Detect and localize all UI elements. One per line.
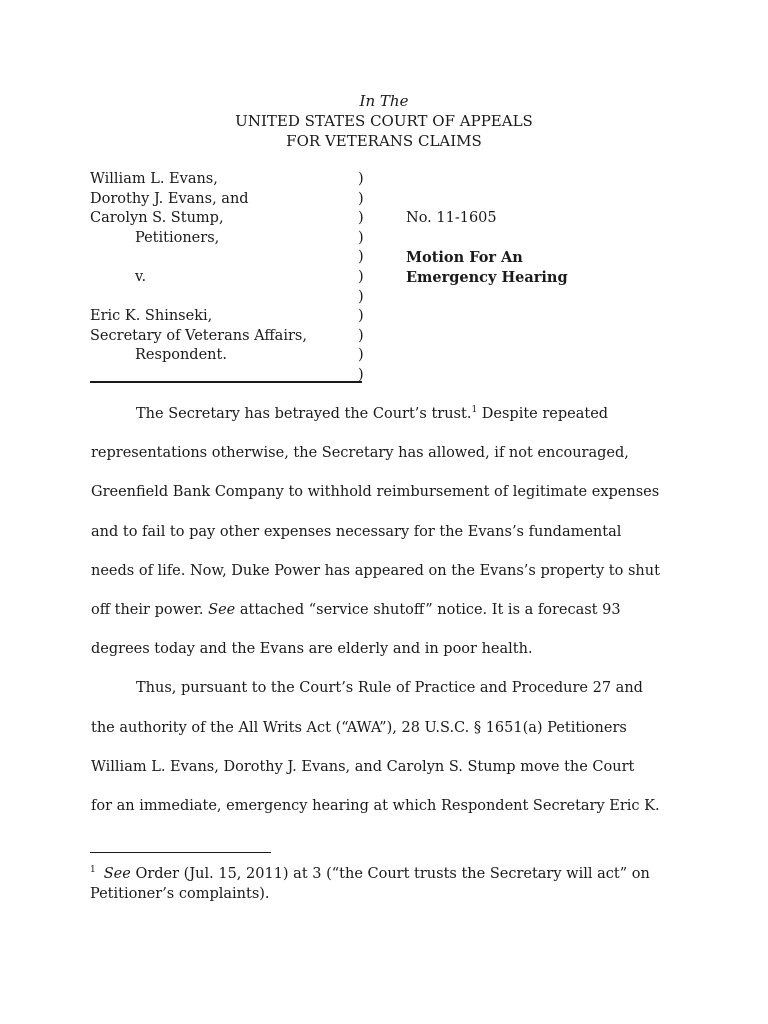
motion-title	[406, 248, 568, 287]
see-signal: See	[208, 601, 236, 618]
caption-paren: )	[358, 190, 364, 207]
petitioner-name-3: Carolyn S. Stump,	[90, 210, 224, 227]
footnote-line1	[90, 864, 690, 884]
caption-rule	[90, 381, 362, 383]
body-line: needs of life. Now, Duke Power has appeared on the Evans’s property to shut	[91, 562, 660, 579]
caption-paren-column	[358, 170, 364, 386]
motion-title-line2: Emergency Hearing	[406, 268, 568, 286]
petitioner-name-2: Dorothy J. Evans, and	[90, 190, 249, 207]
respondent-role: Respondent.	[135, 347, 227, 364]
body-line	[91, 401, 691, 440]
caption-paren: )	[358, 268, 364, 285]
court-name-line2: FOR VETERANS CLAIMS	[286, 132, 482, 150]
body-text-span: attached “service shutoff” notice. It is a forecast 93	[235, 601, 621, 618]
body-line: Thus, pursuant to the Court’s Rule of Practice and Procedure 27 and	[136, 680, 643, 697]
caption-paren: )	[358, 171, 364, 187]
footnote-reference[interactable]: 1	[471, 405, 478, 415]
body-line: the authority of the All Writs Act (“AWA”), 28 U.S.C. § 1651(a) Petitioners	[91, 719, 627, 736]
body-text-span: Despite repeated	[477, 406, 609, 422]
body-line	[91, 597, 691, 636]
footnote	[90, 864, 690, 904]
body-line: and to fail to pay other expenses necessary for the Evans’s fundamental	[91, 523, 622, 540]
caption-blank-1	[90, 248, 307, 268]
body-line: degrees today and the Evans are elderly and in poor health.	[91, 641, 533, 658]
respondent-name: Eric K. Shinseki,	[90, 308, 213, 325]
caption-paren: )	[358, 347, 364, 364]
caption-paren: )	[358, 366, 364, 383]
petitioners-role: Petitioners,	[135, 229, 220, 246]
caption-paren: )	[358, 210, 364, 227]
body-text-span: The Secretary has betrayed the Court’s trust.	[136, 406, 472, 422]
caption-paren: )	[358, 288, 364, 305]
body-line: Greenfield Bank Company to withhold reimbursement of legitimate expenses	[91, 484, 660, 501]
motion-title-line1: Motion For An	[406, 249, 523, 266]
see-signal: See	[103, 866, 131, 882]
in-the-heading: In The	[359, 92, 409, 110]
petitioner-name-1: William L. Evans,	[90, 171, 218, 187]
footnote-text: Order (Jul. 15, 2011) at 3 (“the Court trusts the Secretary will act” on	[130, 866, 650, 882]
court-name-line1: UNITED STATES COURT OF APPEALS	[235, 112, 533, 130]
respondent-title: Secretary of Veterans Affairs,	[90, 327, 307, 344]
caption-paren: )	[358, 229, 364, 246]
motion-body	[91, 401, 691, 832]
body-line: William L. Evans, Dorothy J. Evans, and Carolyn S. Stump move the Court	[91, 758, 635, 775]
caption-paren: )	[358, 327, 364, 344]
court-header	[0, 91, 768, 151]
docket-number: No. 11-1605	[406, 210, 497, 226]
versus-label: v.	[135, 268, 147, 285]
caption-blank-2	[90, 288, 307, 308]
body-line: for an immediate, emergency hearing at which Respondent Secretary Eric K.	[91, 797, 660, 814]
body-text-span: off their power.	[91, 601, 209, 618]
footnote-mark: 1	[90, 865, 96, 875]
footnote-line2: Petitioner’s complaints).	[90, 886, 270, 902]
case-caption-parties	[90, 170, 307, 366]
body-line: representations otherwise, the Secretary has allowed, if not encouraged,	[91, 445, 629, 462]
footnote-rule	[90, 852, 271, 853]
caption-paren: )	[358, 249, 364, 266]
caption-paren: )	[358, 308, 364, 325]
